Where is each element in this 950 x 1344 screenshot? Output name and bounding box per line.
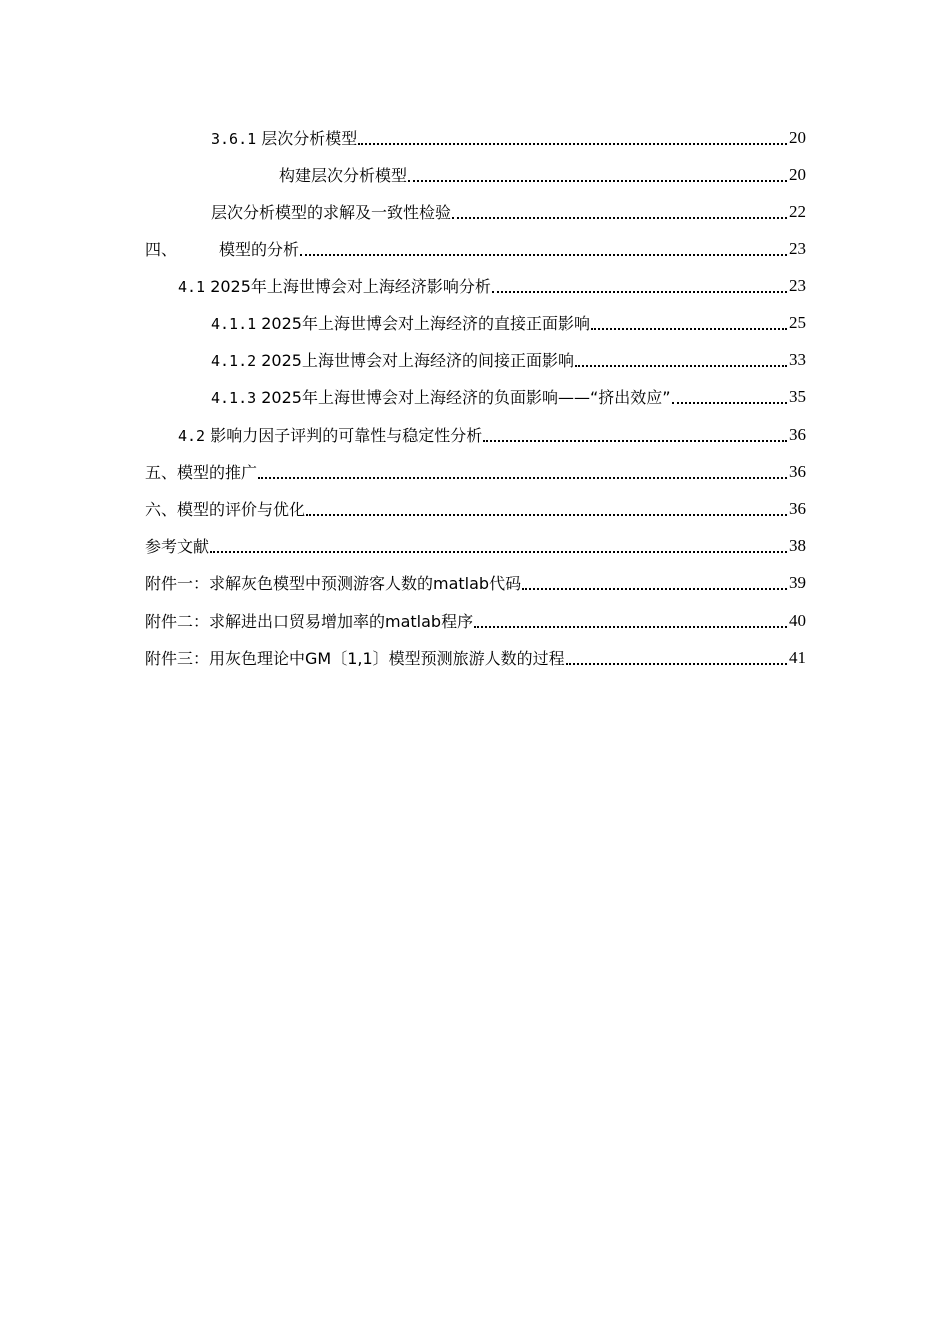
toc-entry-page: 35 xyxy=(789,386,806,406)
toc-entry-chapter-6[interactable] xyxy=(0,490,950,527)
toc-entry-page: 41 xyxy=(789,647,806,667)
toc-entry-title: 参考文献 xyxy=(145,537,210,556)
toc-entry-page: 36 xyxy=(789,498,806,518)
dot-leader xyxy=(575,347,787,367)
toc-entry-title: 附件二：求解进出口贸易增加率的matlab程序 xyxy=(145,612,474,631)
toc-entry-3-6-1[interactable] xyxy=(0,119,950,156)
toc-entry-label xyxy=(211,348,574,371)
toc-entry-title: 层次分析模型的求解及一致性检验 xyxy=(211,203,452,222)
toc-entry-build-ahp[interactable] xyxy=(0,156,950,193)
toc-entry-4-2[interactable] xyxy=(0,416,950,453)
toc-entry-number: 4.1.2 xyxy=(211,352,257,370)
toc-entry-title: 2025上海世博会对上海经济的间接正面影响 xyxy=(261,351,574,370)
toc-entry-appendix-2[interactable] xyxy=(0,602,950,639)
toc-entry-title: 影响力因子评判的可靠性与稳定性分析 xyxy=(210,426,483,445)
dot-leader xyxy=(358,125,787,145)
toc-entry-appendix-3[interactable] xyxy=(0,639,950,676)
toc-entry-chapter-4[interactable] xyxy=(0,230,950,267)
toc-entry-page: 38 xyxy=(789,535,806,555)
toc-entry-references[interactable] xyxy=(0,527,950,564)
dot-leader xyxy=(483,422,787,442)
dot-leader xyxy=(452,199,787,219)
toc-entry-page: 36 xyxy=(789,424,806,444)
toc-entry-label xyxy=(178,423,482,446)
dot-leader xyxy=(566,645,787,665)
toc-entry-4-1-1[interactable] xyxy=(0,304,950,341)
toc-entry-label xyxy=(145,237,299,260)
toc-entry-page: 36 xyxy=(789,461,806,481)
toc-entry-title: 模型的分析 xyxy=(219,240,300,259)
toc-entry-page: 20 xyxy=(789,127,806,147)
toc-entry-title: 六、模型的评价与优化 xyxy=(145,500,306,519)
dot-leader xyxy=(300,236,787,256)
dot-leader xyxy=(210,533,787,553)
dot-leader xyxy=(591,310,787,330)
toc-entry-page: 22 xyxy=(789,201,806,221)
toc-entry-label xyxy=(211,126,357,149)
toc-entry-number: 四、 xyxy=(145,240,178,259)
toc-entry-page: 23 xyxy=(789,238,806,258)
toc-entry-page: 23 xyxy=(789,275,806,295)
toc-entry-number: 4.1.1 xyxy=(211,315,257,333)
toc-entry-number: 4.2 xyxy=(178,427,206,445)
toc-entry-number: 4.1.3 xyxy=(211,389,257,407)
toc-entry-number: 4.1 xyxy=(178,278,206,296)
toc-entry-4-1-2[interactable] xyxy=(0,341,950,378)
dot-leader xyxy=(408,162,787,182)
dot-leader xyxy=(306,496,787,516)
toc-entry-chapter-5[interactable] xyxy=(0,453,950,490)
toc-entry-page: 39 xyxy=(789,572,806,592)
toc-entry-label xyxy=(211,311,590,334)
toc-entry-4-1-3[interactable] xyxy=(0,378,950,415)
toc-entry-label xyxy=(178,274,491,297)
toc-entry-page: 25 xyxy=(789,312,806,332)
dot-leader xyxy=(522,570,787,590)
toc-entry-title: 2025年上海世博会对上海经济影响分析 xyxy=(210,277,491,296)
toc-entry-ahp-solution[interactable] xyxy=(0,193,950,230)
toc-entry-title: 层次分析模型 xyxy=(261,129,358,148)
toc-entry-label xyxy=(211,385,671,408)
toc-entry-title: 附件三：用灰色理论中GM〔1,1〕模型预测旅游人数的过程 xyxy=(145,649,565,668)
toc-entry-number: 3.6.1 xyxy=(211,130,257,148)
toc-entry-page: 20 xyxy=(789,164,806,184)
toc-entry-title: 2025年上海世博会对上海经济的直接正面影响 xyxy=(261,314,590,333)
dot-leader xyxy=(672,384,787,404)
toc-entry-title: 附件一：求解灰色模型中预测游客人数的matlab代码 xyxy=(145,574,522,593)
toc-entry-4-1[interactable] xyxy=(0,267,950,304)
toc-entry-page: 33 xyxy=(789,349,806,369)
toc-entry-page: 40 xyxy=(789,610,806,630)
dot-leader xyxy=(474,608,787,628)
toc-entry-appendix-1[interactable] xyxy=(0,564,950,601)
dot-leader xyxy=(258,459,787,479)
toc-entry-title: 2025年上海世博会对上海经济的负面影响——“挤出效应” xyxy=(261,388,671,407)
toc-entry-title: 五、模型的推广 xyxy=(145,463,258,482)
toc-entry-title: 构建层次分析模型 xyxy=(279,166,408,185)
dot-leader xyxy=(492,273,787,293)
